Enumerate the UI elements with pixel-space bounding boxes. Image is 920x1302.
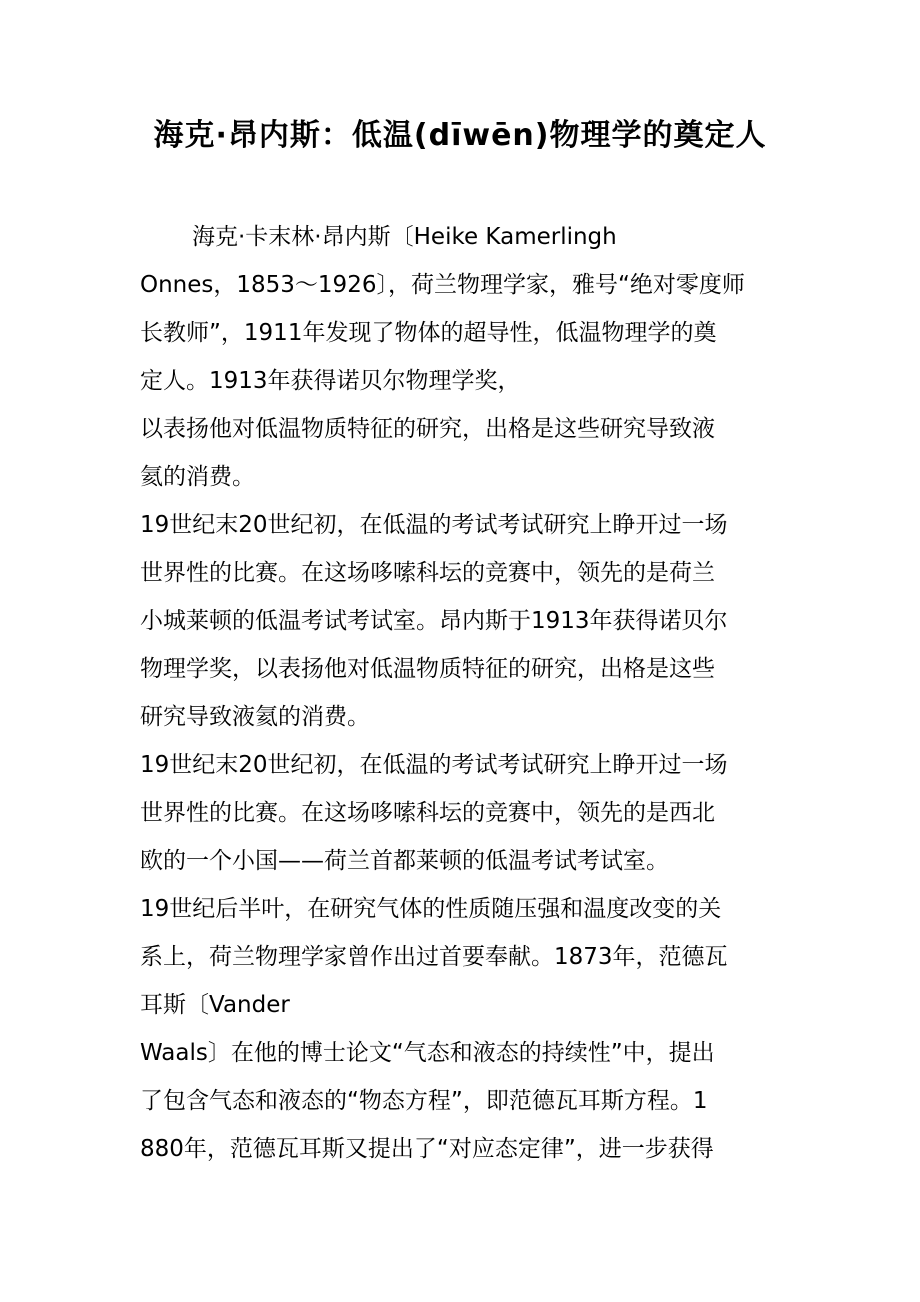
text-line: 海克·卡末林·昂内斯〔Heike Kamerlingh [192, 224, 617, 250]
text-line: 物理学奖，以表扬他对低温物质特征的研究，出格是这些 [140, 656, 715, 682]
text-line: 小城莱顿的低温考试考试室。昂内斯于1913年获得诺贝尔 [140, 608, 728, 634]
text-line: Onnes，1853～1926〕，荷兰物理学家，雅号“绝对零度师 [140, 272, 745, 298]
text-line: 定人。1913年获得诺贝尔物理学奖， [140, 368, 521, 394]
text-line: 了包含气态和液态的“物态方程”，即范德瓦耳斯方程。1 [140, 1088, 708, 1114]
text-line: 世界性的比赛。在这场哆嗦科坛的竞赛中，领先的是西北 [140, 800, 715, 826]
text-line: 19世纪后半叶，在研究气体的性质随压强和温度改变的关 [140, 896, 722, 922]
text-line: 欧的一个小国——荷兰首都莱顿的低温考试考试室。 [140, 848, 669, 874]
text-line: 世界性的比赛。在这场哆嗦科坛的竞赛中，领先的是荷兰 [140, 560, 715, 586]
text-line: 研究导致液氦的消费。 [140, 704, 370, 730]
document-title: 海克·昂内斯：低温(dīwēn)物理学的奠定人 [153, 118, 767, 153]
text-line: 长教师”，1911年发现了物体的超导性，低温物理学的奠 [140, 320, 717, 346]
text-line: 以表扬他对低温物质特征的研究，出格是这些研究导致液 [140, 416, 715, 442]
text-line: 19世纪末20世纪初，在低温的考试考试研究上睁开过一场 [140, 512, 728, 538]
text-line: 880年，范德瓦耳斯又提出了“对应态定律”，进一步获得 [140, 1136, 714, 1162]
text-line: Waals〕在他的博士论文“气态和液态的持续性”中，提出 [140, 1040, 715, 1066]
text-line: 氦的消费。 [140, 464, 255, 490]
text-line: 系上，荷兰物理学家曾作出过首要奉献。1873年，范德瓦 [140, 944, 728, 970]
text-line: 耳斯〔Vander [140, 992, 290, 1018]
text-line: 19世纪末20世纪初，在低温的考试考试研究上睁开过一场 [140, 752, 728, 778]
